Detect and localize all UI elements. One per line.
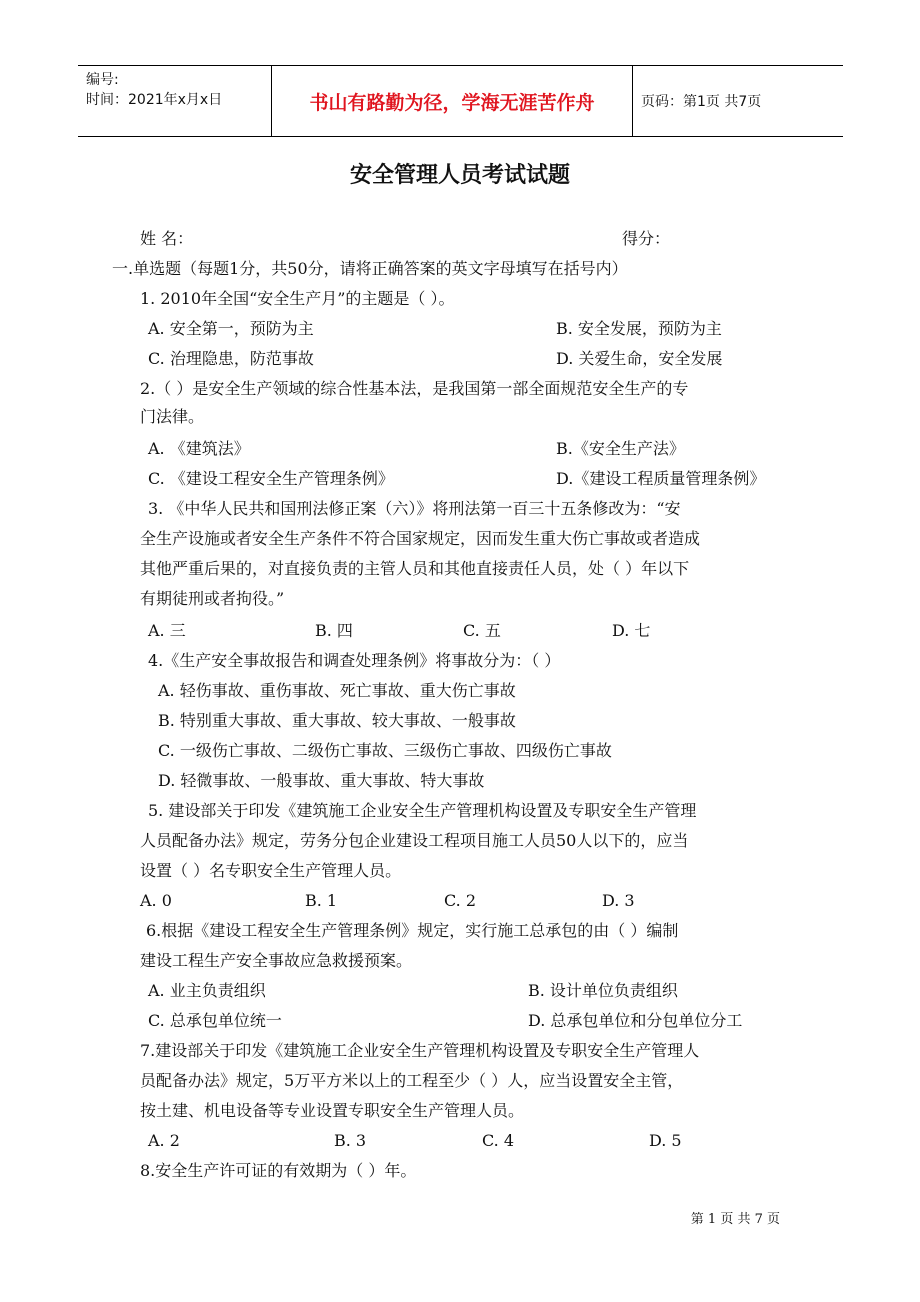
q2-option-a: A. 《建筑法》 — [148, 439, 250, 458]
q6-option-a: A. 业主负责组织 — [148, 981, 266, 1000]
q5-stem-line2: 人员配备办法》规定，劳务分包企业建设工程项目施工人员50人以下的，应当 — [140, 831, 689, 850]
q2-option-b: B.《安全生产法》 — [556, 439, 685, 458]
header-page-info: 页码：第1页 共7页 — [641, 94, 762, 110]
q2-option-d: D.《建设工程质量管理条例》 — [556, 469, 766, 488]
q3-stem-line1: 3. 《中华人民共和国刑法修正案（六）》将刑法第一百三十五条修改为：“安 — [148, 499, 681, 518]
q1-option-a: A. 安全第一，预防为主 — [148, 319, 314, 338]
section-heading: 一.单选题（每题1分，共50分，请将正确答案的英文字母填写在括号内） — [112, 259, 628, 278]
q7-option-b: B. 3 — [334, 1131, 367, 1150]
score-label: 得分： — [622, 229, 671, 248]
q6-stem-line1: 6.根据《建设工程安全生产管理条例》规定，实行施工总承包的由（ ）编制 — [146, 921, 679, 940]
q3-option-a: A. 三 — [148, 621, 186, 640]
q2-option-c: C. 《建设工程安全生产管理条例》 — [148, 469, 394, 488]
number-label: 编号: — [86, 72, 119, 88]
q7-stem-line1: 7.建设部关于印发《建筑施工企业安全生产管理机构设置及专职安全生产管理人 — [140, 1041, 700, 1060]
q3-option-b: B. 四 — [315, 621, 353, 640]
q1-option-c: C. 治理隐患，防范事故 — [148, 349, 314, 368]
q3-option-c: C. 五 — [463, 621, 501, 640]
q3-option-d: D. 七 — [612, 621, 651, 640]
q4-option-a: A. 轻伤事故、重伤事故、死亡事故、重大伤亡事故 — [158, 681, 516, 700]
q7-stem-line2: 员配备办法》规定，5万平方米以上的工程至少（ ）人，应当设置安全主管， — [140, 1071, 684, 1090]
q8-stem: 8.安全生产许可证的有效期为（ ）年。 — [140, 1161, 417, 1180]
q6-option-b: B. 设计单位负责组织 — [528, 981, 678, 1000]
page-footer: 第 1 页 共 7 页 — [690, 1212, 780, 1227]
q5-option-b: B. 1 — [305, 891, 338, 910]
q5-option-c: C. 2 — [444, 891, 477, 910]
q1-option-d: D. 关爱生命，安全发展 — [556, 349, 723, 368]
q6-option-d: D. 总承包单位和分包单位分工 — [528, 1011, 743, 1030]
q3-stem-line2: 全生产设施或者安全生产条件不符合国家规定，因而发生重大伤亡事故或者造成 — [140, 529, 701, 548]
q1-option-b: B. 安全发展，预防为主 — [556, 319, 722, 338]
page-header — [78, 65, 843, 137]
q4-option-d: D. 轻微事故、一般事故、重大事故、特大事故 — [158, 771, 485, 790]
name-label: 姓 名： — [140, 229, 194, 248]
q6-stem-line2: 建设工程生产安全事故应急救援预案。 — [140, 951, 413, 970]
q7-option-a: A. 2 — [148, 1131, 180, 1150]
q7-option-d: D. 5 — [649, 1131, 682, 1150]
q1-stem: 1. 2010年全国“安全生产月”的主题是（ ）。 — [140, 289, 455, 308]
q2-stem-line1: 2.（ ）是安全生产领域的综合性基本法，是我国第一部全面规范安全生产的专 — [140, 379, 689, 398]
q4-stem: 4.《生产安全事故报告和调查处理条例》将事故分为：（ ） — [148, 651, 561, 670]
q4-option-c: C. 一级伤亡事故、二级伤亡事故、三级伤亡事故、四级伤亡事故 — [158, 741, 612, 760]
time-label: 时间：2021年x月x日 — [86, 92, 223, 108]
q4-option-b: B. 特别重大事故、重大事故、较大事故、一般事故 — [158, 711, 516, 730]
q5-stem-line1: 5. 建设部关于印发《建筑施工企业安全生产管理机构设置及专职安全生产管理 — [148, 801, 697, 820]
q5-option-a: A. 0 — [140, 891, 172, 910]
q6-option-c: C. 总承包单位统一 — [148, 1011, 282, 1030]
header-motto: 书山有路勤为径，学海无涯苦作舟 — [272, 66, 633, 136]
header-meta — [78, 66, 272, 136]
page-title: 安全管理人员考试试题 — [349, 163, 570, 188]
q3-stem-line4: 有期徒刑或者拘役。” — [140, 589, 285, 608]
q3-stem-line3: 其他严重后果的，对直接负责的主管人员和其他直接责任人员，处（ ）年以下 — [140, 559, 690, 578]
q5-option-d: D. 3 — [602, 891, 635, 910]
q7-stem-line3: 按土建、机电设备等专业设置专职安全生产管理人员。 — [140, 1101, 525, 1120]
q7-option-c: C. 4 — [482, 1131, 515, 1150]
q5-stem-line3: 设置（ ）名专职安全生产管理人员。 — [140, 861, 402, 880]
q2-stem-line2: 门法律。 — [140, 407, 205, 426]
